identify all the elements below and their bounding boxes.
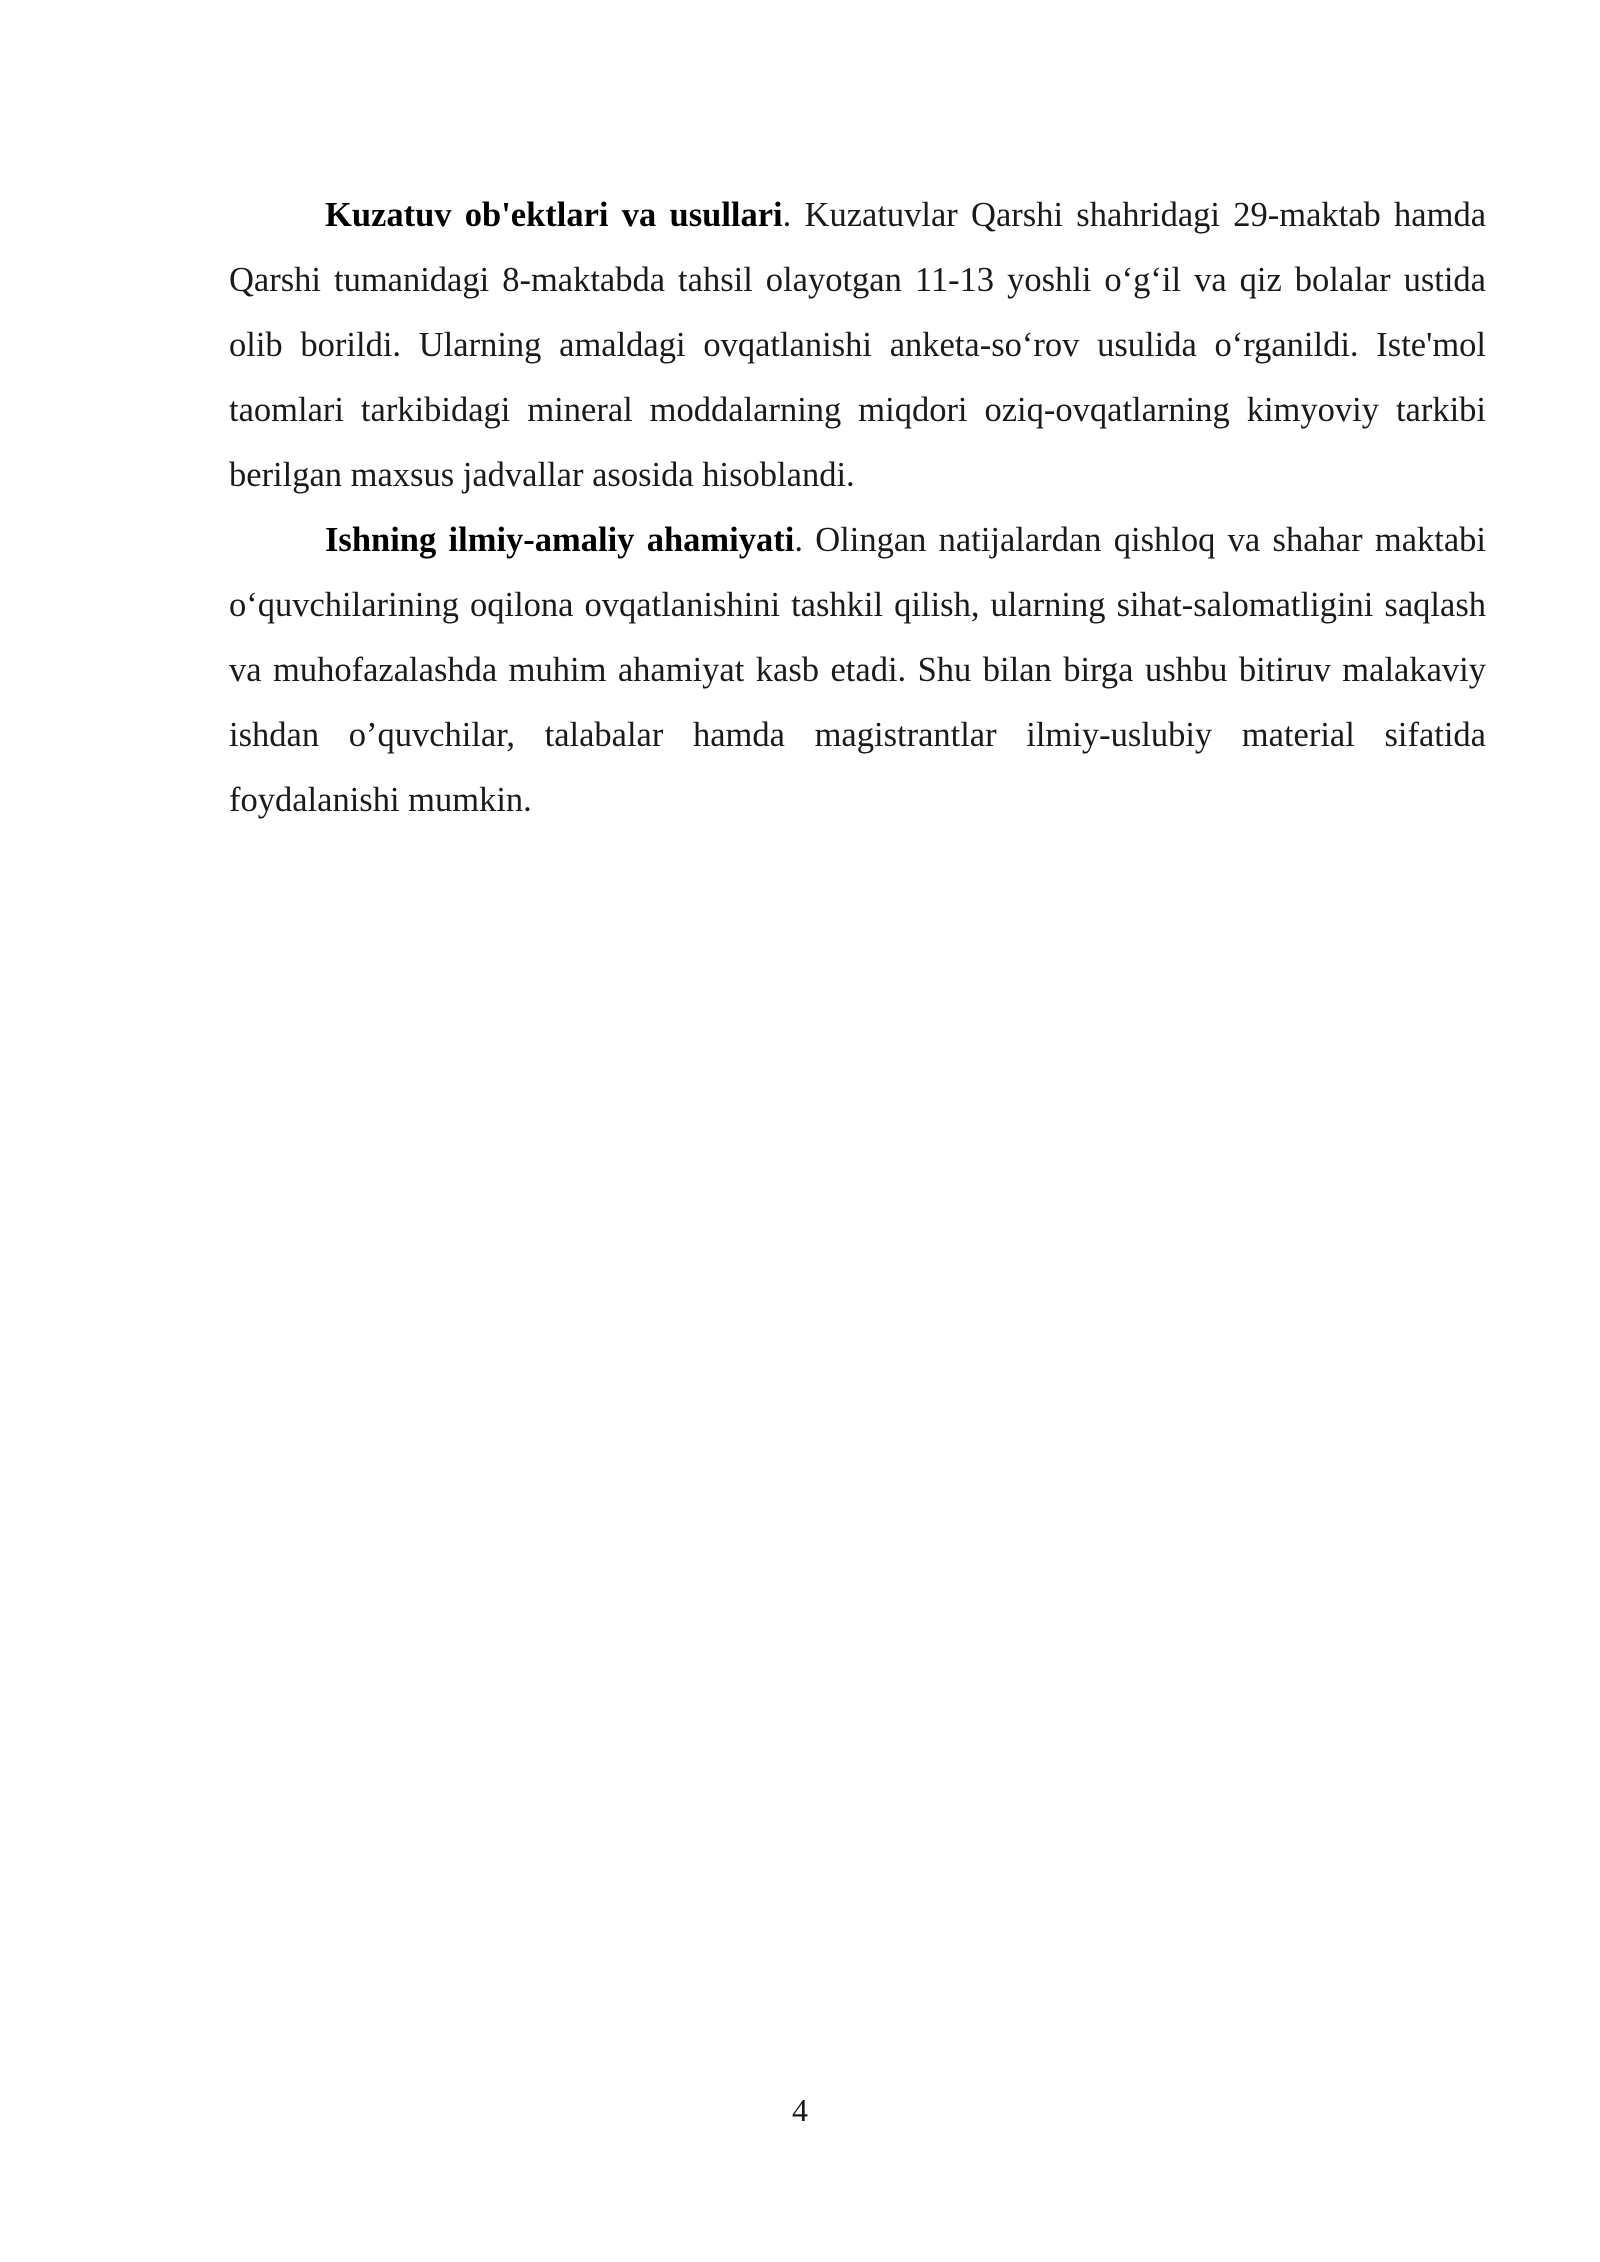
paragraph-heading: Kuzatuv ob'ektlari va usullari [325,196,783,234]
paragraph-observation-methods [229,183,1486,508]
page-number: 4 [792,2092,808,2128]
document-body [229,183,1486,833]
paragraph-practical-significance [229,508,1486,833]
paragraph-text: . Olingan natijalardan qishloq va shahar maktabi o‘quvchilarining oqilona ovqatlanishini tashkil qilish, ularning sihat-salomatligini saqlash va muhofazalashda muhim ahamiyat kasb etadi. Shu bilan birga ushbu bitiruv malakaviy ishdan o’quvchilar, talabalar hamda magistrantlar ilmiy-uslubiy material sifatida foydalanishi mumkin. [229,521,1486,819]
paragraph-heading: Ishning ilmiy-amaliy ahamiyati [325,521,795,559]
paragraph-text: . Kuzatuvlar Qarshi shahridagi 29-maktab hamda Qarshi tumanidagi 8-maktabda tahsil olayotgan 11-13 yoshli o‘g‘il va qiz bolalar ustida olib borildi. Ularning amaldagi ovqatlanishi anketa-so‘rov usulida o‘rganildi. Iste'mol taomlari tarkibidagi mineral moddalarning miqdori oziq-ovqatlarning kimyoviy tarkibi berilgan maxsus jadvallar asosida hisoblandi. [229,196,1487,494]
